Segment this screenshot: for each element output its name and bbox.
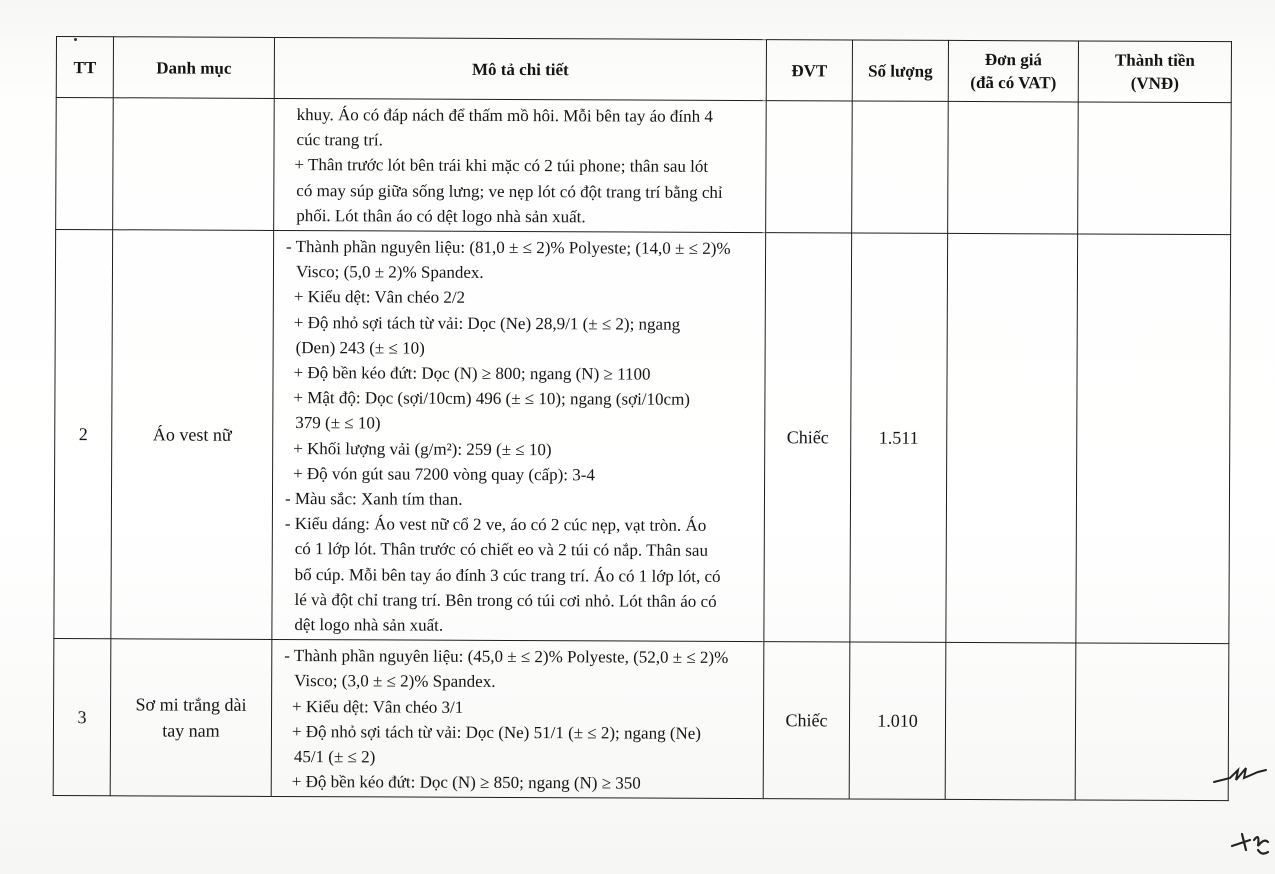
header-tt: TT <box>56 37 113 98</box>
header-don-gia-line-1: Đơn giá <box>984 50 1043 70</box>
cell-qty: 1.511 <box>850 233 948 643</box>
cell-description <box>271 640 764 799</box>
desc-line: khuy. Áo có đáp nách để thấm mồ hôi. Mỗi bên tay áo đính 4 <box>296 105 713 126</box>
desc-line: Visco; (5,0 ± 2)% Spandex. <box>295 262 484 283</box>
cell-qty: 1.010 <box>849 642 946 800</box>
desc-line: - Kiểu dáng: Áo vest nữ cổ 2 ve, áo có 2 cúc nẹp, vạt tròn. Áo <box>284 514 707 536</box>
header-danh-muc: Danh mục <box>113 37 274 99</box>
header-don-gia-line-2: (đã có VAT) <box>970 72 1057 93</box>
cell-qty <box>852 101 949 233</box>
desc-line: có may súp giữa sống lưng; ve nẹp lót có đột trang trí bằng chỉ <box>296 180 723 202</box>
desc-line: 45/1 (± ≤ 2) <box>293 747 376 767</box>
desc-line: cúc trang trí. <box>296 130 383 150</box>
name-line-2: tay nam <box>162 720 220 742</box>
desc-line: + Mật độ: Dọc (sợi/10cm) 496 (± ≤ 10); ngang (sợi/10cm) <box>293 388 691 410</box>
cell-total <box>1075 643 1229 801</box>
desc-line: + Kiểu dệt: Vân chéo 2/2 <box>293 287 466 308</box>
cell-price <box>948 101 1079 234</box>
cell-name: Áo vest nữ <box>111 230 274 640</box>
table-header-row <box>56 37 1231 103</box>
handwritten-signature-mark <box>1228 826 1272 862</box>
cell-name <box>110 639 272 797</box>
name-line-1: Sơ mi trắng dài <box>135 694 247 716</box>
goods-specification-table <box>53 36 1232 802</box>
desc-line: lé và đột chỉ trang trí. Bên trong có túi cơi nhỏ. Lót thân áo có <box>294 589 717 611</box>
cell-dvt: Chiếc <box>763 642 850 800</box>
header-thanh-tien-line-1: Thành tiền <box>1114 50 1195 70</box>
desc-line: + Độ bền kéo đứt: Dọc (N) ≥ 850; ngang (N) ≥ 350 <box>291 772 641 793</box>
cell-name <box>113 98 275 231</box>
cell-tt: 2 <box>54 230 113 639</box>
table-row <box>54 230 1231 644</box>
header-thanh-tien-line-2: (VNĐ) <box>1130 73 1179 93</box>
table-row <box>56 98 1232 235</box>
scan-speck <box>74 38 77 41</box>
desc-line: có 1 lớp lót. Thân trước có chiết eo và 2 túi có nắp. Thân sau <box>294 539 709 561</box>
header-dvt: ĐVT <box>766 40 852 101</box>
cell-total <box>1078 102 1232 235</box>
desc-line: - Thành phần nguyên liệu: (45,0 ± ≤ 2)% Polyeste, (52,0 ± ≤ 2)% <box>284 646 729 668</box>
desc-line: + Khối lượng vải (g/m²): 259 (± ≤ 10) <box>293 438 552 459</box>
desc-line: + Độ nhỏ sợi tách từ vải: Dọc (Ne) 28,9/1 (± ≤ 2); ngang <box>293 312 681 334</box>
desc-line: - Thành phần nguyên liệu: (81,0 ± ≤ 2)% Polyeste; (14,0 ± ≤ 2)% <box>286 237 731 258</box>
cell-description <box>272 230 766 641</box>
desc-line: (Den) 243 (± ≤ 10) <box>295 337 425 358</box>
desc-line: + Độ bền kéo đứt: Dọc (N) ≥ 800; ngang (N) ≥ 1100 <box>293 363 651 384</box>
table-row <box>53 639 1229 801</box>
desc-line: + Kiểu dệt: Vân chéo 3/1 <box>292 696 464 717</box>
cell-price <box>946 233 1078 643</box>
cell-tt <box>56 98 114 230</box>
cell-dvt <box>766 101 853 233</box>
desc-line: + Độ vón gút sau 7200 vòng quay (cấp): 3-4 <box>293 463 595 485</box>
cell-price <box>945 643 1076 801</box>
cell-total <box>1076 234 1231 644</box>
header-mo-ta: Mô tả chi tiết <box>274 37 766 100</box>
desc-line: + Thân trước lót bên trái khi mặc có 2 túi phone; thân sau lót <box>294 155 709 177</box>
desc-line: phối. Lót thân áo có dệt logo nhà sản xuất. <box>296 205 586 227</box>
cell-description <box>274 98 767 232</box>
header-thanh-tien <box>1078 41 1231 103</box>
document-page <box>53 36 1231 802</box>
header-so-luong: Số lượng <box>852 40 948 101</box>
desc-line: Visco; (3,0 ± ≤ 2)% Spandex. <box>294 671 496 692</box>
desc-line: 379 (± ≤ 10) <box>295 413 381 433</box>
cell-tt: 3 <box>53 639 111 796</box>
cell-dvt: Chiếc <box>764 233 852 643</box>
handwritten-initial-mark <box>1210 760 1270 790</box>
desc-line: dệt logo nhà sản xuất. <box>294 615 444 635</box>
desc-line: bổ cúp. Mỗi bên tay áo đính 3 cúc trang trí. Áo có 1 lớp lót, có <box>294 564 721 586</box>
desc-line: - Màu sắc: Xanh tím than. <box>284 489 463 509</box>
header-don-gia <box>948 40 1078 102</box>
desc-line: + Độ nhỏ sợi tách từ vải: Dọc (Ne) 51/1 (± ≤ 2); ngang (Ne) <box>291 721 702 743</box>
